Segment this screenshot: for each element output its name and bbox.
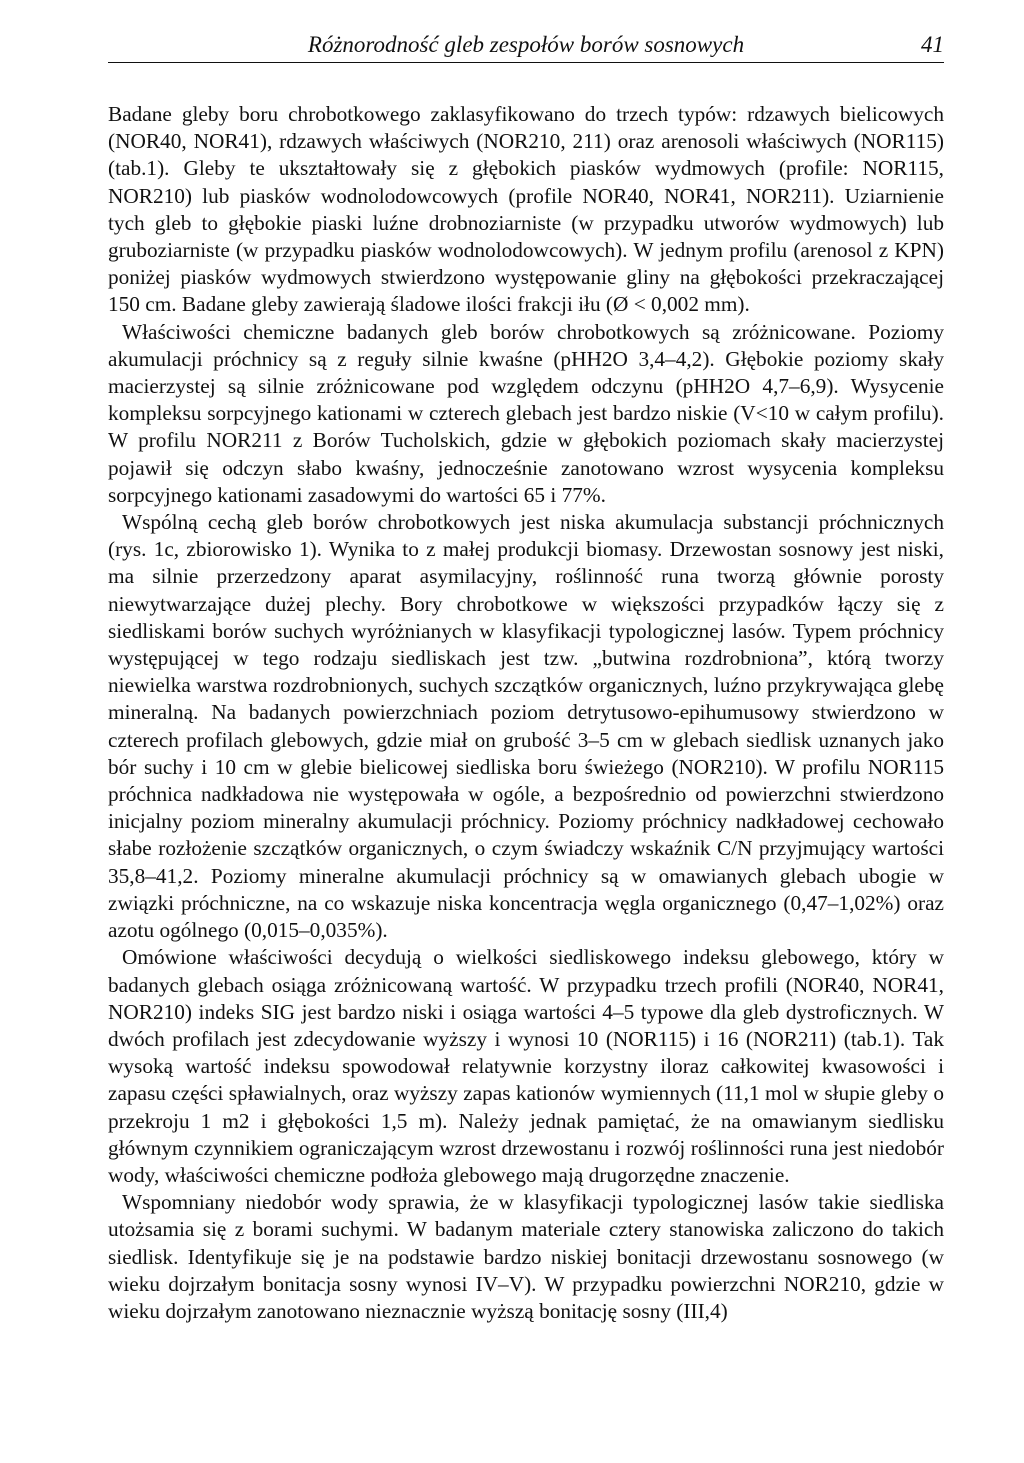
body-text — [108, 101, 944, 1325]
paragraph-3: Wspólną cechą gleb borów chrobotkowych jest niska akumulacja substancji próchnicznych (rys. 1c, zbiorowisko 1). Wynika to z małej produkcji biomasy. Drzewostan sosnowy jest niski, ma silnie przerzedzony aparat asymilacyjny, roślinność runa tworzą głównie porosty niewytwarzające dużej plechy. Bory chrobotkowe w większości przypadków łączy się z siedliskami borów suchych wyróżnianych w klasyfikacji typologicznej lasów. Typem próchnicy występującej w tego rodzaju siedliskach jest tzw. „butwina rozdrobniona”, którą tworzy niewielka warstwa rozdrobnionych, suchych szczątków organicznych, luźno przykrywająca glebę mineralną. Na badanych powierzchniach poziom detrytusowo-epihumusowy stwierdzono w czterech profilach glebowych, gdzie miał on grubość 3–5 cm w glebach siedlisk uznanych jako bór suchy i 10 cm w glebie bielicowej siedliska boru świeżego (NOR210). W profilu NOR115 próchnica nadkładowa nie występowała w ogóle, a bezpośrednio od powierzchni stwierdzono inicjalny poziom mineralny akumulacji próchnicy. Poziomy próchnicy nadkładowej cechowało słabe rozłożenie szczątków organicznych, o czym świadczy wskaźnik C/N przyjmujący wartości 35,8–41,2. Poziomy mineralne akumulacji próchnicy są w omawianych glebach ubogie w związki próchniczne, na co wskazuje niska koncentracja węgla organicznego (0,47–1,02%) oraz azotu ogólnego (0,015–0,035%). — [108, 510, 944, 943]
running-title: Różnorodność gleb zespołów borów sosnowych — [307, 32, 745, 57]
page-number: 41 — [921, 32, 944, 57]
running-header — [108, 28, 944, 63]
paragraph-4: Omówione właściwości decydują o wielkości siedliskowego indeksu glebowego, który w badanych glebach osiąga zróżnicowaną wartość. W przypadku trzech profili (NOR40, NOR41, NOR210) indeks SIG jest bardzo niski i osiąga wartości 4–5 typowe dla gleb dystroficznych. W dwóch profilach jest zdecydowanie wyższy i wynosi 10 (NOR115) i 16 (NOR211) (tab.1). Tak wysoką wartość indeksu spowodował relatywnie korzystny iloraz całkowitej kwasowości i zapasu części spławialnych, oraz wyższy zapas kationów wymiennych (11,1 mol w słupie gleby o przekroju 1 m2 i głębokości 1,5 m). Należy jednak pamiętać, że na omawianym siedlisku głównym czynnikiem ograniczającym wzrost drzewostanu i rozwój roślinności runa jest niedobór wody, właściwości chemiczne podłoża glebowego mają drugorzędne znaczenie. — [108, 945, 944, 1187]
paragraph-5: Wspomniany niedobór wody sprawia, że w klasyfikacji typologicznej lasów takie siedliska utożsamia się z borami suchymi. W badanym materiale cztery stanowiska zaliczono do takich siedlisk. Identyfikuje się je na podstawie bardzo niskiej bonitacji drzewostanu sosnowego (w wieku dojrzałym bonitacja sosny wynosi IV–V). W przypadku powierzchni NOR210, gdzie w wieku dojrzałym zanotowano nieznacznie wyższą bonitację sosny (III,4) — [108, 1190, 944, 1323]
paragraph-1: Badane gleby boru chrobotkowego zaklasyfikowano do trzech typów: rdzawych bielicowych (NOR40, NOR41), rdzawych właściwych (NOR210, 211) oraz arenosoli właściwych (NOR115) (tab.1). Gleby te ukształtowały się z głębokich piasków wydmowych (profile: NOR115, NOR210) lub piasków wodnolodowcowych (profile NOR40, NOR41, NOR211). Uziarnienie tych gleb to głębokie piaski luźne drobnoziarniste (w przypadku utworów wydmowych) lub gruboziarniste (w przypadku piasków wodnolodowcowych). W jednym profilu (arenosol z KPN) poniżej piasków wydmowych stwierdzono występowanie gliny na głębokości przekraczającej 150 cm. Badane gleby zawierają śladowe ilości frakcji iłu (Ø < 0,002 mm). — [108, 102, 944, 317]
paragraph-2: Właściwości chemiczne badanych gleb borów chrobotkowych są zróżnicowane. Poziomy akumulacji próchnicy są z reguły silnie kwaśne (pHH2O 3,4–4,2). Głębokie poziomy skały macierzystej są silnie zróżnicowane pod względem odczynu (pHH2O 4,7–6,9). Wysycenie kompleksu sorpcyjnego kationami w czterech glebach jest bardzo niskie (V<10 w całym profilu). W profilu NOR211 z Borów Tucholskich, gdzie w głębokich poziomach skały macierzystej pojawił się odczyn słabo kwaśny, jednocześnie zanotowano wzrost wysycenia kompleksu sorpcyjnego kationami zasadowymi do wartości 65 i 77%. — [108, 319, 944, 507]
